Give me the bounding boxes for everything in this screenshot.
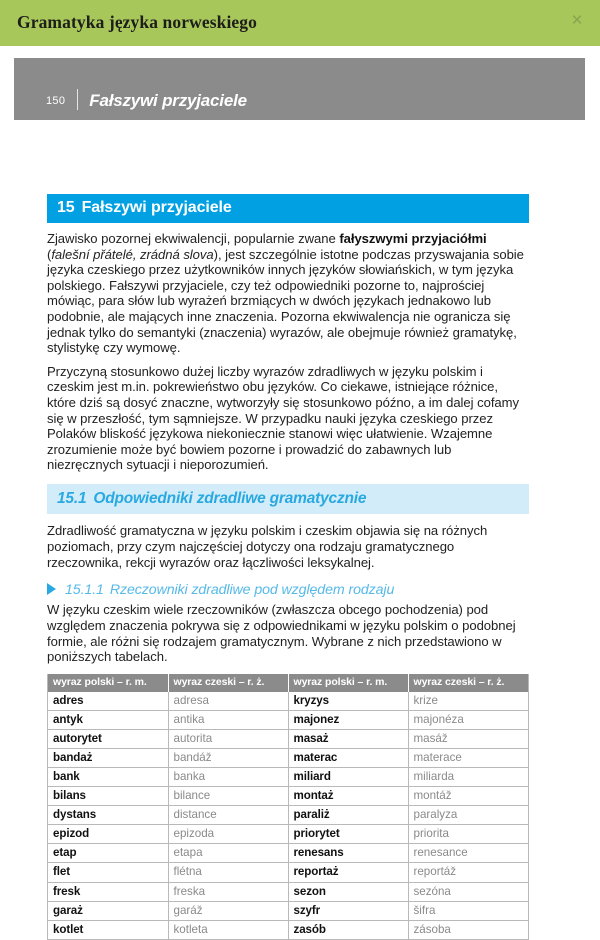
table-cell-polish: priorytet: [288, 825, 408, 844]
chapter-heading: [47, 194, 529, 223]
table-cell-czech: distance: [168, 806, 288, 825]
table-cell-polish: bilans: [48, 787, 168, 806]
table-cell-czech: bandáž: [168, 749, 288, 768]
table-header-row: [48, 674, 528, 692]
table-cell-czech: šifra: [408, 901, 528, 920]
running-head: [14, 58, 585, 120]
paragraph-1-italic-term: falešní přátelé, zrádná slova: [51, 246, 214, 262]
table-cell-polish: materac: [288, 749, 408, 768]
paragraph-1-part-c: ), jest szczególnie istotne podczas przyswajania sobie języka czeskiego przez użytkowników innych języków słowiańskich, w tym języka polskiego. Fałszywi przyjaciele, czy też odpowiedniki pozorne to, najprościej mówiąc, para słów lub wyrażeń brzmiących w dwóch językach jednakowo lub podobnie, ale mających inne znaczenia. Pozorna ekwiwalencja nie ogranicza się jednak tylko do semantyki (znaczenia) wyrazów, ale obejmuje również gramatykę, stylistykę czy wymowę.: [47, 246, 524, 356]
table-row: [48, 806, 528, 825]
table-cell-czech: masáž: [408, 730, 528, 749]
table-cell-czech: autorita: [168, 730, 288, 749]
subsection-number-15-1-1: 15.1.1: [65, 582, 104, 599]
table-row: [48, 844, 528, 863]
table-row: [48, 882, 528, 901]
table-cell-polish: reportaż: [288, 863, 408, 882]
running-head-divider: [77, 89, 78, 110]
table-row: [48, 825, 528, 844]
table-header-cell: wyraz czeski – r. ż.: [408, 674, 528, 692]
table-cell-polish: etap: [48, 844, 168, 863]
table-cell-polish: dystans: [48, 806, 168, 825]
table-row: [48, 749, 528, 768]
table-cell-polish: epizod: [48, 825, 168, 844]
table-header-cell: wyraz polski – r. m.: [48, 674, 168, 692]
subsection-title-15-1-1: Rzeczowniki zdradliwe pod względem rodzaju: [109, 582, 395, 599]
table-cell-czech: banka: [168, 768, 288, 787]
table-cell-polish: autorytet: [48, 730, 168, 749]
paragraph-3: Zdradliwość gramatyczna w języku polskim i czeskim objawia się na różnych poziomach, przy czym najczęściej dotyczy ona rodzaju gramatycznego rzeczownika, rekcji wyrazów oraz łączliwości leksykalnej.: [47, 523, 488, 570]
table-row: [48, 787, 528, 806]
table-cell-czech: bilance: [168, 787, 288, 806]
table-cell-czech: epizoda: [168, 825, 288, 844]
table-cell-polish: szyfr: [288, 901, 408, 920]
paragraph-1-bold-term: fałyszwymi przyjaciółmi: [339, 231, 487, 246]
table-cell-polish: garaż: [48, 901, 168, 920]
chapter-title: Fałszywi przyjaciele: [81, 199, 232, 216]
table-cell-polish: renesans: [288, 844, 408, 863]
subsection-heading-15-1-1: [47, 582, 529, 597]
table-cell-polish: sezon: [288, 882, 408, 901]
table-cell-czech: renesance: [408, 844, 528, 863]
table-cell-polish: adres: [48, 692, 168, 711]
table-cell-czech: antika: [168, 710, 288, 729]
table-cell-czech: miliarda: [408, 768, 528, 787]
table-cell-polish: kotlet: [48, 920, 168, 939]
table-cell-czech: freska: [168, 882, 288, 901]
table-row: [48, 768, 528, 787]
paragraph-1: [47, 231, 529, 356]
section-number-15-1: 15.1: [57, 489, 87, 507]
table-cell-czech: adresa: [168, 692, 288, 711]
paragraph-2: Przyczyną stosunkowo dużej liczby wyrazów zdradliwych w języku polskim i czeskim jest m.in. pokrewieństwo obu języków. Co ciekawe, istniejące różnice, które dziś są dosyć znaczne, wytworzyły się stosunkowo późno, a im dalej cofamy się w przeszłość, tym sąmniejsze. W przypadku nauki języka czeskiego przez Polaków bliskość językowa niekoniecznie stanowi więc ułatwienie. Wzajemne zrozumienie może być bowiem pozorne i prowadzić do zabawnych lub niezręcznych sytuacji i nieporozumień.: [47, 363, 519, 473]
table-cell-polish: zasób: [288, 920, 408, 939]
triangle-bullet-icon: [47, 583, 56, 595]
table-cell-polish: paraliż: [288, 806, 408, 825]
table-header-cell: wyraz czeski – r. ż.: [168, 674, 288, 692]
table-cell-czech: majonéza: [408, 710, 528, 729]
table-cell-czech: montáž: [408, 787, 528, 806]
paragraph-1-part-a: Zjawisko pozornej ekwiwalencji, popularnie zwane: [47, 231, 340, 246]
table-row: [48, 901, 528, 920]
table-row: [48, 863, 528, 882]
table-cell-czech: etapa: [168, 844, 288, 863]
table-cell-polish: montaż: [288, 787, 408, 806]
table-cell-czech: priorita: [408, 825, 528, 844]
section-title-15-1: Odpowiedniki zdradliwe gramatycznie: [93, 489, 367, 507]
table-cell-czech: materace: [408, 749, 528, 768]
table-cell-czech: sezóna: [408, 882, 528, 901]
page-content: [47, 194, 529, 940]
table-row: [48, 730, 528, 749]
table-row: [48, 920, 528, 939]
word-table: [48, 674, 528, 940]
table-cell-polish: flet: [48, 863, 168, 882]
page-number: 150: [46, 95, 66, 107]
table-cell-polish: masaż: [288, 730, 408, 749]
word-table-wrapper: [47, 674, 529, 940]
paragraph-1-part-b: (: [47, 246, 52, 262]
table-cell-polish: fresk: [48, 882, 168, 901]
book-page: [0, 46, 600, 936]
paragraph-4: W języku czeskim wiele rzeczowników (zwłaszcza obcego pochodzenia) pod względem znaczenia pokrywa się z odpowiednikami w języku polskim o podobnej formie, ale różni się rodzajem gramatycznym. Wybrane z nich przedstawiono w poniższych tabelach.: [47, 602, 516, 665]
table-cell-czech: garáž: [168, 901, 288, 920]
table-cell-czech: krize: [408, 692, 528, 711]
table-row: [48, 692, 528, 711]
table-row: [48, 710, 528, 729]
table-cell-czech: reportáž: [408, 863, 528, 882]
table-cell-czech: zásoba: [408, 920, 528, 939]
subsection-heading-text: [65, 583, 394, 597]
table-cell-czech: paralyza: [408, 806, 528, 825]
close-icon[interactable]: ✕: [570, 10, 584, 29]
chapter-number: 15: [57, 199, 75, 216]
table-cell-czech: flétna: [168, 863, 288, 882]
running-head-title: Fałszywi przyjaciele: [89, 91, 247, 110]
table-cell-polish: majonez: [288, 710, 408, 729]
table-cell-polish: bank: [48, 768, 168, 787]
table-header-cell: wyraz polski – r. m.: [288, 674, 408, 692]
word-table-body: [48, 692, 528, 939]
table-cell-czech: kotleta: [168, 920, 288, 939]
table-cell-polish: bandaż: [48, 749, 168, 768]
table-cell-polish: kryzys: [288, 692, 408, 711]
table-cell-polish: miliard: [288, 768, 408, 787]
section-heading-15-1: [47, 484, 529, 515]
table-cell-polish: antyk: [48, 710, 168, 729]
window-title-bar: [0, 0, 600, 46]
window-title: Gramatyka języka norweskiego: [17, 12, 257, 33]
